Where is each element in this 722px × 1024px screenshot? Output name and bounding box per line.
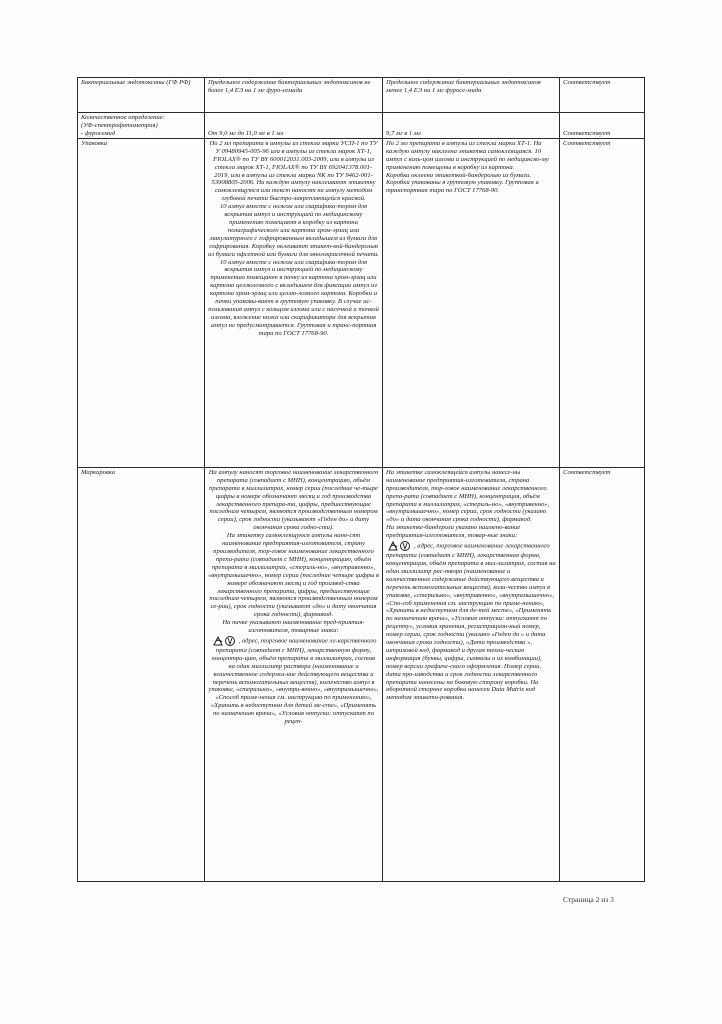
endotoxins-conclusion: Соответствует [560,78,645,113]
packaging-spec [205,138,383,467]
assay-label-line1: Количественное определение: [81,114,165,121]
assay-spec: От 9,0 мг до 11,0 мг в 1 мл [205,113,383,139]
marking-result-p1: На этикетке самоклеящейся ампулы нанесе-ны наименование предприятия-изготовителя, страна производителя, тор-говое наименование лекарственного препа-рата (совпадает с МНН), концентрация, объём препарата в миллилитрах, «стериль-но», «внутривенно», «внутримышечно», номер серии, срок годности (указано «до» и дата окончания срока годности), фармакод. [386,468,550,524]
table-row-endotoxins [78,78,645,113]
table-row-marking [78,467,645,881]
assay-label-line2: (УФ-спектрофотометрия) [81,121,158,129]
marking-spec-p3b: , адрес, торговое наименование ле-карственного препарата (совпадает с МНН), лекарственную форму, концентра-цию, объём препарата в миллилитрах, состав на один миллилитр раствора (наименование и количественное содержа-ние действующего вещества и перечень вспомогательных веществ), количество ампул в упаковке, «стерильно», «внутри-венно», «внутримышечно», «Способ приме-нения см. инструкцию по применению», «Хранить в недоступном для детей ме-сте», «Применять по назначению врача», «Условия отпуска: отпускают по рецеп- [208,637,379,726]
packaging-conclusion: Соответствует [560,138,645,467]
specification-table [77,77,645,882]
packaging-spec-p1: По 2 мл препарата в ампулы из стекла марки УСП-1 по ТУ У 09480945-005-96 или в ампулы из стекла марок ХТ-1, FIOLAX® по ТУ BY 600012031.003-2009, или в ампулы из стекла марок ХТ-1, FIOLAX® по ТУ BY 692041378.001-2019, или в ампулы из стекла марки NK по ТУ 9462-001-53908805-2006. На каждую ампулу наклеивают этикетку самоклеящуюся или текст наносят на ампулу методом глубокой печати быстро-закрепляющейся краской. [209,139,378,203]
table-row-assay [78,113,645,139]
packaging-spec-p2: 10 ампул вместе с ножом или скарифика-тором для вскрытия ампул и инструкцией по медицинскому применению помещают в коробку из картона полиграфического или картона хром-эрзац или макулатурного с гофрированным вкладышем из бумаги для гофрирования. Коробку оклеивают этикет-кой-бандеролью из бумаги офсетной или бумаги для многокрасочной печати. [208,203,379,258]
assay-label-line3: - фуросемид [81,129,116,137]
marking-result [383,467,560,881]
packaging-result-p2: Коробка оклеена этикеткой-бандеролью из бумаги. [386,171,532,179]
trademark-logo-icon [213,635,237,647]
packaging-result-p1: По 2 мл препарата в ампулы из стекла марки ХТ-1. На каждую ампулу наклеена этикетка самоклеящаяся. 10 ампул с коль-цом излома и инструкцией по медицинско-му применению помещены в коробку из картона. [386,139,549,171]
table-row-packaging [78,138,645,467]
packaging-result-p3: Коробки упакованы в групповую упаковку. Групповая и транспортная тара по ГОСТ 17768-90. [386,179,539,195]
page-number: Страница 2 из 3 [563,895,614,904]
assay-result: 9,7 мг в 1 мл [383,113,560,139]
endotoxins-result: Предельное содержание бактериальных эндотоксинов менее 1,4 ЕЭ на 1 мг фуросе-мида [383,78,560,113]
marking-result-p2b-wrap [386,540,556,702]
trademark-logo-icon [388,540,412,552]
packaging-label: Упаковка [78,138,205,467]
marking-result-p2b: , адрес, торговое наименование лекарственного препарата (совпадает с МНН), лекарственная форма, концентрация, объём препарата в мил-лилитрах, состав на один миллилитр рас-твора (наименование и количественное содержание действующего вещества и перечень вспомогательных веществ), коли-чество ампул в упаковке, «стерильно», «внутривенно», «внутримышечно», «Спо-соб применения см. инструкцию по приме-нению», «Хранить в недоступном для де-тей месте», «Применять по назначению врача», «Условия отпуска: отпускают по рецепту», условия хранения, регистрацион-ный номер, номер серии, срок годности (указано «Годен до » и дата окончания срока годности), «Дата производства », штриховой код, фармакод и другая техни-ческая информация (буквы, цифры, символы и их комбинации), номер версии графиче-ского оформления. Номер серии, дата про-изводства и срок годности лекарственного препарата нанесены на боковую сторону коробки. На оборотной стороне коробки нанесен Data Matrix код методом этикети-рования. [386,542,556,702]
marking-spec-p2: На этикетку самоклеящуюся ампулы нано-сят наименование предприятия-изготовителя, страну производителя, тор-говое наименование лекарственного препа-рата (совпадает с МНН), концентрацию, объём препарата в миллилитрах, «стериль-но», «внутривенно», «внутримышечно», номер серии (последние четыре цифры в номере обозначают месяц и год производ-ства лекарственного препарата, цифры, предшествующие последним четырем, являются производственным номером се-рии), срок годности (указывают «до» и дату окончания срока годности), фармакод. [208,532,379,619]
marking-label: Маркировка [78,467,205,881]
endotoxins-label: Бактериальные эндотоксины (ГФ РФ) [78,78,205,113]
assay-label [78,113,205,139]
marking-spec-p3a: На пачке указывают наименование пред-приятия-изготовителя, товарные знаки: [222,619,365,635]
marking-result-p2a: На этикетке-бандероли указано наимено-вание предприятия-изготовителя, товар-ные знаки: [386,524,521,540]
marking-spec-p1: На ампулу наносят торговое наименование лекарственного препарата (совпадает с МНН), концентрацию, объём препарата в миллилитрах, номер серии (последние че-тыре цифры в номере обозначают месяц и год производства лекарственного препара-та, цифры, предшествующие последним четырем, являются производственным номером серии), срок годности (указывают «Годен до» и дату окончания срока годно-сти). [208,468,379,532]
assay-conclusion: Соответствует [560,113,645,139]
packaging-result [383,138,560,467]
packaging-spec-p3: 10 ампул вместе с ножом или скарифика-тором для вскрытия ампул и инструкцией по медицинскому применению помещают в пачку из картона хром-эрзац или картона целлюлозного с вкладышем для фиксации ампул из картона хром-эрзац или целлю-лозного картона. Коробки и пачки упаковы-вают в групповую упаковку. В случае ис-пользования ампул с кольцом излома или с насечкой и точкой излома, вложение ножа или скарификатора для вскрытия ампул не предусматривается. Групповая и транс-портная тара по ГОСТ 17768-90. [208,258,379,337]
marking-conclusion: Соответствует [560,467,645,881]
marking-spec [205,467,383,881]
endotoxins-spec: Предельное содержание бактериальных эндотоксинов не более 1,4 ЕЭ на 1 мг фуро-семида [205,78,383,113]
marking-spec-p3b-wrap [208,635,379,726]
